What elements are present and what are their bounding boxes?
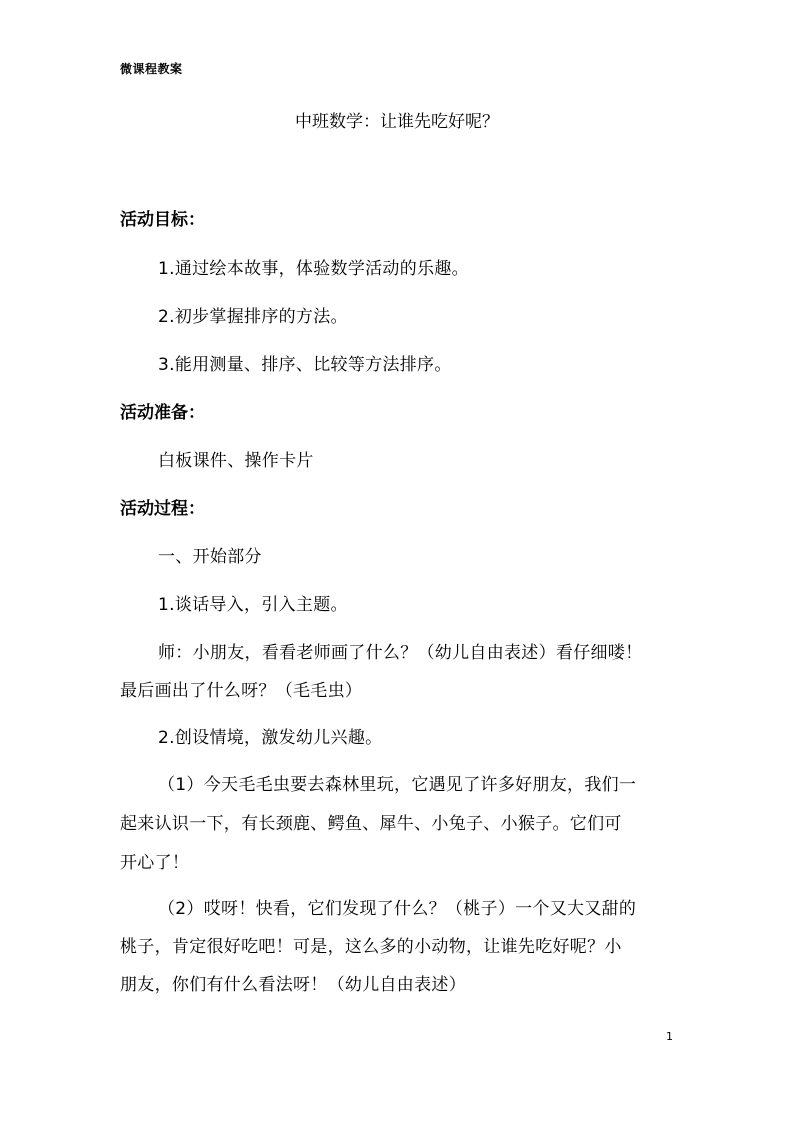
paragraph-2-line-2: 桃子，肯定很好吃吧！可是，这么多的小动物，让谁先吃好呢？小 [120, 937, 622, 957]
teacher-line-2: 最后画出了什么呀？（毛毛虫） [120, 681, 363, 701]
page-header: 微课程教案 [120, 62, 183, 76]
section-heading-prep: 活动准备： [120, 403, 205, 423]
paragraph-1-line-3: 开心了！ [120, 853, 190, 873]
page-title: 中班数学：让谁先吃好呢？ [295, 112, 499, 132]
goal-item-1: 1.通过绘本故事，体验数学活动的乐趣。 [158, 259, 469, 279]
teacher-line-1: 师：小朋友，看看老师画了什么？（幼儿自由表述）看仔细喽！ [158, 643, 643, 663]
goal-item-3: 3.能用测量、排序、比较等方法排序。 [158, 355, 452, 375]
section-heading-process: 活动过程： [120, 499, 205, 519]
paragraph-1-line-2: 起来认识一下，有长颈鹿、鳄鱼、犀牛、小兔子、小猴子。它们可 [120, 814, 622, 834]
process-step-2: 2.创设情境，激发幼儿兴趣。 [158, 728, 383, 748]
page-number: 1 [666, 1030, 673, 1043]
process-part-1: 一、开始部分 [158, 547, 262, 567]
paragraph-1-line-1: （1）今天毛毛虫要去森林里玩，它遇见了许多好朋友，我们一 [158, 775, 637, 795]
prep-text: 白板课件、操作卡片 [158, 451, 314, 471]
section-heading-goals: 活动目标： [120, 210, 205, 230]
goal-item-2: 2.初步掌握排序的方法。 [158, 307, 348, 327]
paragraph-2-line-3: 朋友，你们有什么看法呀！（幼儿自由表述） [120, 975, 466, 995]
process-step-1: 1.谈话导入，引入主题。 [158, 595, 348, 615]
paragraph-2-line-1: （2）哎呀！快看，它们发现了什么？（桃子）一个又大又甜的 [158, 899, 637, 919]
